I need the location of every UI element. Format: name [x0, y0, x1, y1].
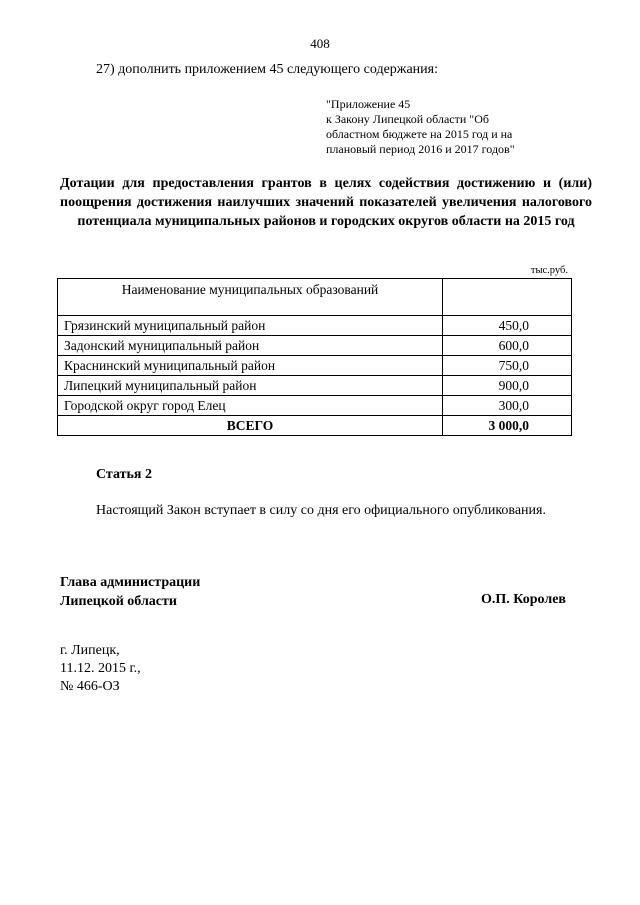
- row-value: 450,0: [443, 316, 572, 336]
- header-name-cell: Наименование муниципальных образований: [58, 279, 443, 316]
- row-name: Краснинский муниципальный район: [58, 356, 443, 376]
- row-name: Задонский муниципальный район: [58, 336, 443, 356]
- table-row: [58, 336, 572, 356]
- signature-position: [60, 573, 200, 611]
- table-header-row: [58, 279, 572, 316]
- table-row: [58, 356, 572, 376]
- row-value: 600,0: [443, 336, 572, 356]
- law-text: Настоящий Закон вступает в силу со дня его официального опубликования.: [96, 503, 546, 518]
- amendment-item: 27) дополнить приложением 45 следующего содержания:: [96, 62, 438, 77]
- appendix-line: к Закону Липецкой области "Об: [326, 112, 489, 126]
- units-label: тыс.руб.: [530, 265, 568, 276]
- row-value: 300,0: [443, 396, 572, 416]
- grants-table: [57, 278, 572, 436]
- table-row: [58, 396, 572, 416]
- page-number: 408: [310, 36, 330, 51]
- place-and-date: [60, 642, 141, 696]
- article-heading: Статья 2: [96, 467, 152, 482]
- row-name: Городской округ город Елец: [58, 396, 443, 416]
- appendix-line: "Приложение 45: [326, 97, 411, 111]
- row-value: 750,0: [443, 356, 572, 376]
- position-line: Липецкой области: [60, 594, 177, 609]
- total-label: ВСЕГО: [58, 416, 443, 436]
- appendix-line: областном бюджете на 2015 год и на: [326, 127, 513, 141]
- signer-name: О.П. Королев: [481, 592, 566, 607]
- row-value: 900,0: [443, 376, 572, 396]
- appendix-reference: [326, 97, 515, 157]
- total-value: 3 000,0: [443, 416, 572, 436]
- document-title: Дотации для предоставления грантов в целях содействия достижению и (или) поощрения достижения наилучших значений показателей увеличения налогового потенциала муниципальных районов и городских округов области на 2015 год: [60, 176, 592, 229]
- row-name: Грязинский муниципальный район: [58, 316, 443, 336]
- table-row: [58, 376, 572, 396]
- city: г. Липецк,: [60, 643, 120, 658]
- position-line: Глава администрации: [60, 575, 201, 590]
- table-total-row: [58, 416, 572, 436]
- date: 11.12. 2015 г.,: [60, 661, 141, 676]
- law-number: № 466-ОЗ: [60, 679, 120, 694]
- row-name: Липецкий муниципальный район: [58, 376, 443, 396]
- header-value-cell: [443, 279, 572, 316]
- table-row: [58, 316, 572, 336]
- appendix-line: плановый период 2016 и 2017 годов": [326, 142, 515, 156]
